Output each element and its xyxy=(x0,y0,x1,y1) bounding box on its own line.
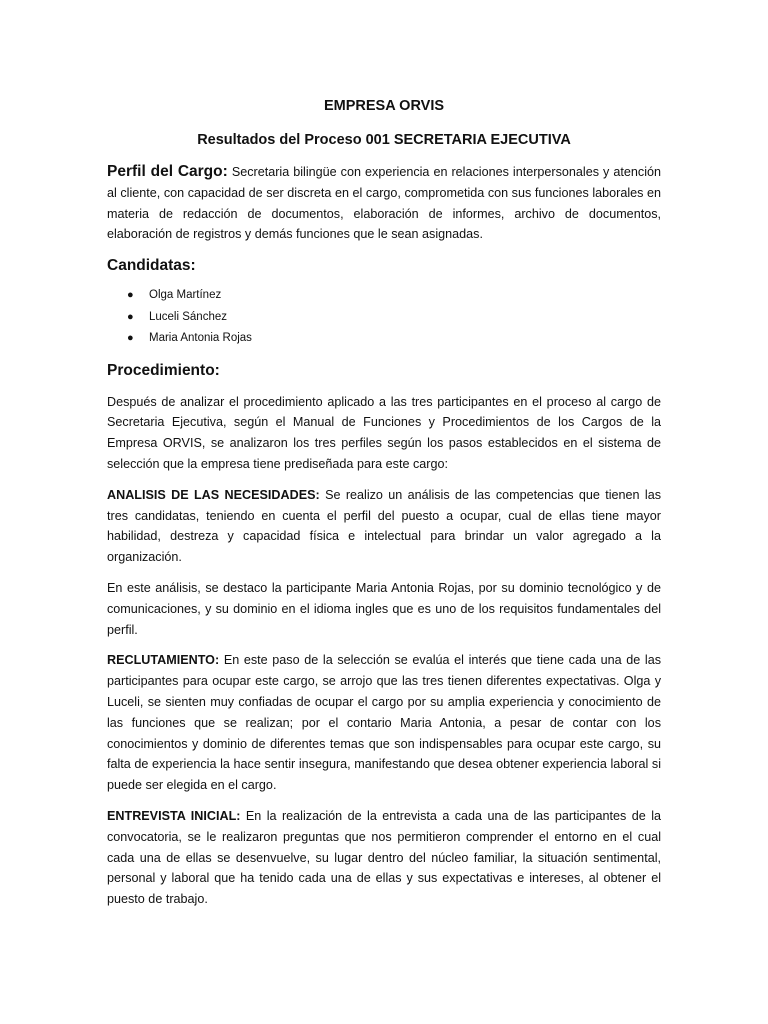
bullet-icon: ● xyxy=(127,332,134,345)
candidate-name: Olga Martínez xyxy=(149,289,222,302)
perfil-text: Secretaria bilingüe con experiencia en relaciones interpersonales y atención al cliente, con capacidad de ser discreta en el cargo, comprometida con sus funciones laborales en materia de redacción de documentos, elaboración de informes, archivo de documentos, elaboración de registros y demás funciones que le sean asignadas. xyxy=(107,165,661,242)
analisis-followup: En este análisis, se destaco la participante Maria Antonia Rojas, por su dominio tecnológico y de comunicaciones, y su dominio en el idioma ingles que es uno de los requisitos fundamentales del perfil. xyxy=(107,581,661,637)
perfil-paragraph xyxy=(107,162,661,245)
candidate-name: Maria Antonia Rojas xyxy=(149,332,252,345)
process-title: Resultados del Proceso 001 SECRETARIA EJECUTIVA xyxy=(197,132,571,148)
candidatas-heading: Candidatas: xyxy=(107,257,196,275)
list-item xyxy=(107,328,661,350)
entrevista-paragraph xyxy=(107,806,661,910)
reclutamiento-label: RECLUTAMIENTO: xyxy=(107,653,220,668)
reclutamiento-paragraph xyxy=(107,650,661,796)
perfil-heading: Perfil del Cargo: xyxy=(107,163,228,180)
list-item xyxy=(107,285,661,307)
candidate-name: Luceli Sánchez xyxy=(149,310,227,323)
procedimiento-heading: Procedimiento: xyxy=(107,361,220,379)
entrevista-text: En la realización de la entrevista a cada una de las participantes de la convocatoria, se le realizaron preguntas que nos permitieron comprender el entorno en el cual cada una de ellas se desenvuelve, su lugar dentro del núcleo familiar, la situación sentimental, personal y laboral que ha tenido cada una de ellas y sus expectativas e intereses, al obtener el puesto de trabajo. xyxy=(107,809,661,907)
reclutamiento-text: En este paso de la selección se evalúa el interés que tiene cada una de las participantes para ocupar este cargo, se arrojo que las tres tienen diferentes expectativas. Olga y Luceli, se sienten muy confiadas de ocupar el cargo por su amplia experiencia y conocimiento de las funciones que se realizan; por el contario Maria Antonia, a pesar de contar con los conocimientos y dominio de diferentes temas que son indispensables para ocupar este cargo, su falta de experiencia la hace sentir insegura, manifestando que desea obtener experiencia laboral si puede ser elegida en el cargo. xyxy=(107,653,661,793)
document-page xyxy=(107,88,661,910)
analisis-text: Se realizo un análisis de las competencias que tienen las tres candidatas, teniendo en cuenta el perfil del puesto a ocupar, cual de ellas tiene mayor habilidad, destreza y capacidad física e intelectual para brindar un valor agregado a la organización. xyxy=(107,487,662,565)
bullet-icon: ● xyxy=(127,289,134,302)
bullet-icon: ● xyxy=(127,310,134,323)
entrevista-label: ENTREVISTA INICIAL: xyxy=(107,809,241,824)
analisis-label: ANALISIS DE LAS NECESIDADES: xyxy=(107,487,320,502)
list-item xyxy=(107,307,661,329)
candidates-list xyxy=(107,285,661,350)
procedimiento-intro: Después de analizar el procedimiento aplicado a las tres participantes en el proceso al cargo de Secretaria Ejecutiva, según el Manual de Funciones y Procedimientos de los Cargos de la Empresa ORVIS, se analizaron los tres perfiles según los pasos establecidos en el sistema de selección que la empresa tiene prediseñada para este cargo: xyxy=(107,394,661,472)
company-title: EMPRESA ORVIS xyxy=(323,98,445,114)
analisis-paragraph xyxy=(107,485,661,568)
